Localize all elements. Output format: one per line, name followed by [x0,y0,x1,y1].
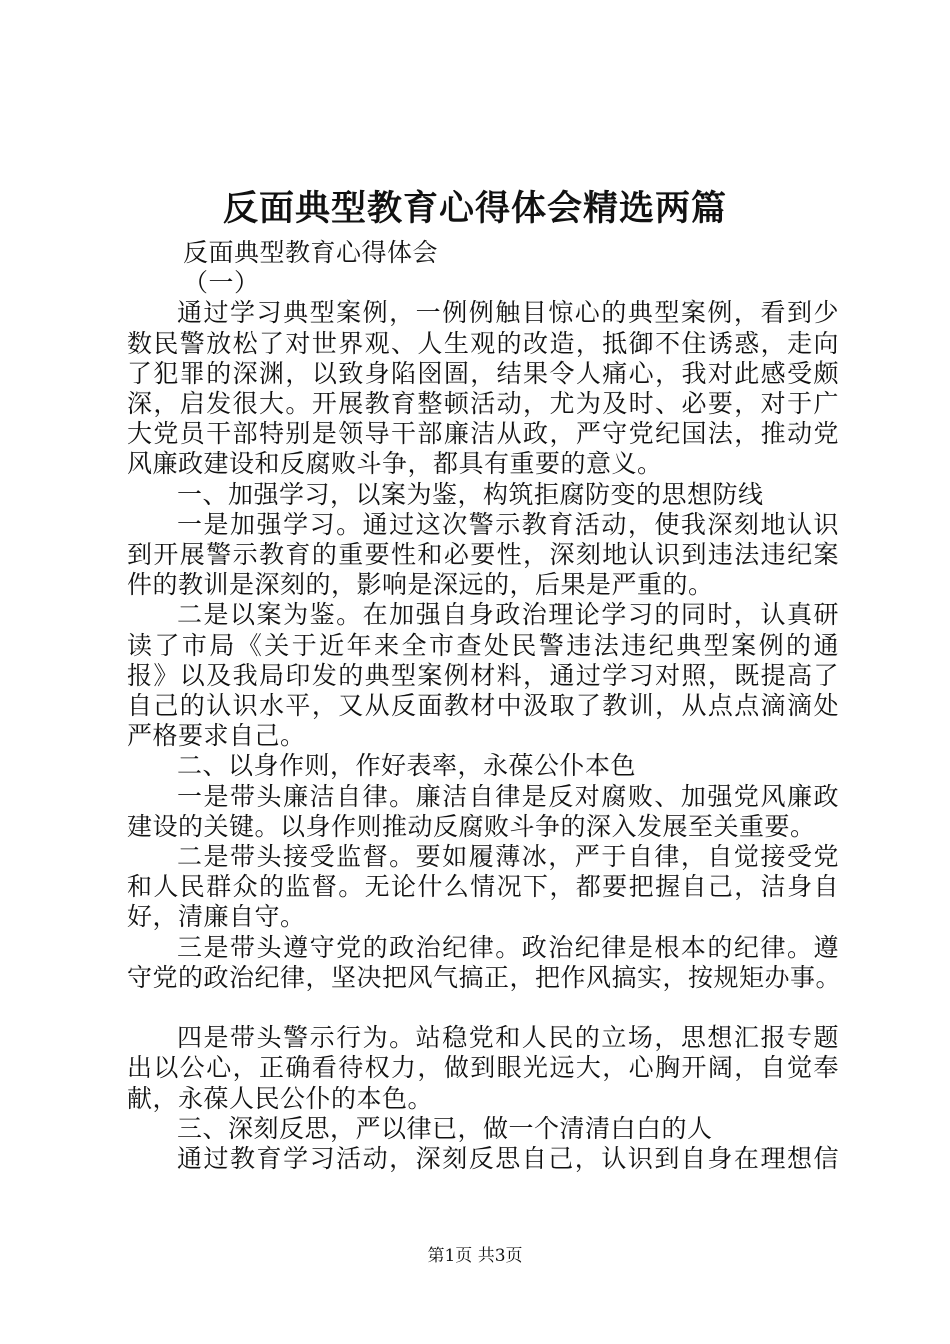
paragraph-line: 三是带头遵守党的政治纪律。政治纪律是根本的纪律。遵 [177,932,839,962]
page-footer: 第1页 共3页 [427,1246,523,1266]
paragraph-line: 严格要求自己。 [127,721,306,751]
document-title: 反面典型教育心得体会精选两篇 [222,188,727,229]
paragraph-line: 一是带头廉洁自律。廉洁自律是反对腐败、加强党风廉政 [177,781,839,811]
paragraph-line: 守党的政治纪律，坚决把风气搞正，把作风搞实，按规矩办事。 [127,962,842,992]
paragraph-line: 数民警放松了对世界观、人生观的改造，抵御不住诱惑，走向 [127,328,839,358]
paragraph-line: 风廉政建设和反腐败斗争，都具有重要的意义。 [127,449,663,479]
paragraph-line: 二是以案为鉴。在加强自身政治理论学习的同时，认真研 [177,600,839,630]
paragraph-line: 三、深刻反思，严以律已，做一个清清白白的人 [177,1113,713,1143]
paragraph-line: 报》以及我局印发的典型案例材料，通过学习对照，既提高了 [127,660,839,690]
paragraph-line: 读了市局《关于近年来全市查处民警违法违纪典型案例的通 [127,630,839,660]
paragraph-line: 和人民群众的监督。无论什么情况下，都要把握自己，洁身自 [127,872,839,902]
blank-line [127,993,839,1023]
paragraph-line: 一是加强学习。通过这次警示教育活动，使我深刻地认识 [177,509,839,539]
paragraph-line: 二是带头接受监督。要如履薄冰，严于自律，自觉接受党 [177,842,839,872]
paragraph-line: 二、以身作则，作好表率，永葆公仆本色 [177,751,637,781]
paragraph-line: 到开展警示教育的重要性和必要性，深刻地认识到违法违纪案 [127,540,839,570]
paragraph-line: 自己的认识水平，又从反面教材中汲取了教训，从点点滴滴处 [127,691,839,721]
paragraph-line: 出以公心，正确看待权力，做到眼光远大，心胸开阔，自觉奉 [127,1053,839,1083]
paragraph-line: 大党员干部特别是领导干部廉洁从政，严守党纪国法，推动党 [127,419,839,449]
paragraph-line: 四是带头警示行为。站稳党和人民的立场，思想汇报专题 [177,1023,839,1053]
paragraph-line: 通过教育学习活动，深刻反思自己，认识到自身在理想信 [177,1144,839,1174]
paragraph-line: 献，永葆人民公仆的本色。 [127,1083,434,1113]
paragraph-line: 反面典型教育心得体会 [183,238,439,267]
document-body [127,238,842,1174]
paragraph-line: （一） [183,268,260,298]
paragraph-line: 件的教训是深刻的，影响是深远的，后果是严重的。 [127,570,714,600]
paragraph-line: 一、加强学习，以案为鉴，构筑拒腐防变的思想防线 [177,479,764,509]
paragraph-line: 通过学习典型案例，一例例触目惊心的典型案例，看到少 [177,298,839,328]
paragraph-line: 建设的关键。以身作则推动反腐败斗争的深入发展至关重要。 [127,811,816,841]
paragraph-line: 好，清廉自守。 [127,902,306,932]
paragraph-line: 了犯罪的深渊，以致身陷囹圄，结果令人痛心，我对此感受颇 [127,358,839,388]
paragraph-line: 深，启发很大。开展教育整顿活动，尤为及时、必要，对于广 [127,389,839,419]
